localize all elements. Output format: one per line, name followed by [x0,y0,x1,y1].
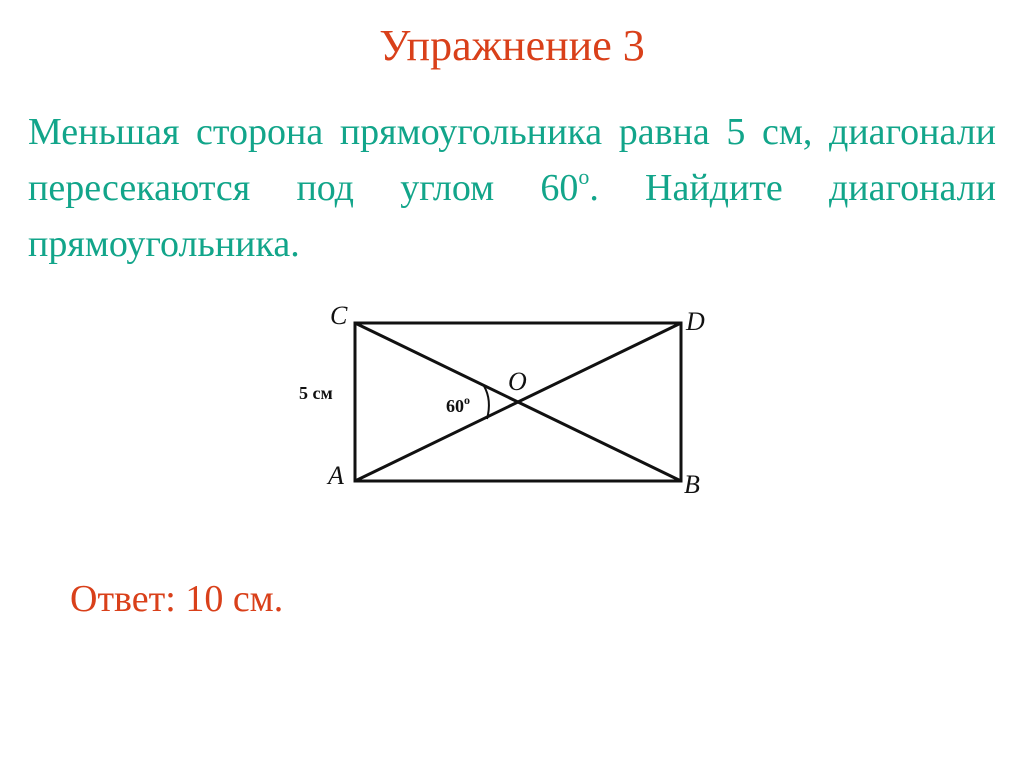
angle-value-label: 60$^o$ [446,393,470,416]
slide-title: Упражнение 3 [379,21,645,70]
vertex-label-a: A [328,461,344,490]
problem-degree-mark: o [578,164,590,189]
answer-line [70,574,283,624]
angle-arc [484,386,489,419]
answer-value: 10 см. [185,578,284,620]
side-length-label: 5 см [299,383,333,403]
problem-text-end: . Найдите диагонали прямоугольника. [28,167,996,265]
problem-text: Меньшая сторона прямоугольника равна 5 см, диагонали пересекаются под углом 60 [28,111,996,209]
center-label-o: O [508,367,527,396]
vertex-label-b: B [684,470,700,499]
vertex-label-c: C [330,301,348,330]
vertex-label-d: D [686,307,705,336]
answer-label: Ответ: [70,578,176,620]
